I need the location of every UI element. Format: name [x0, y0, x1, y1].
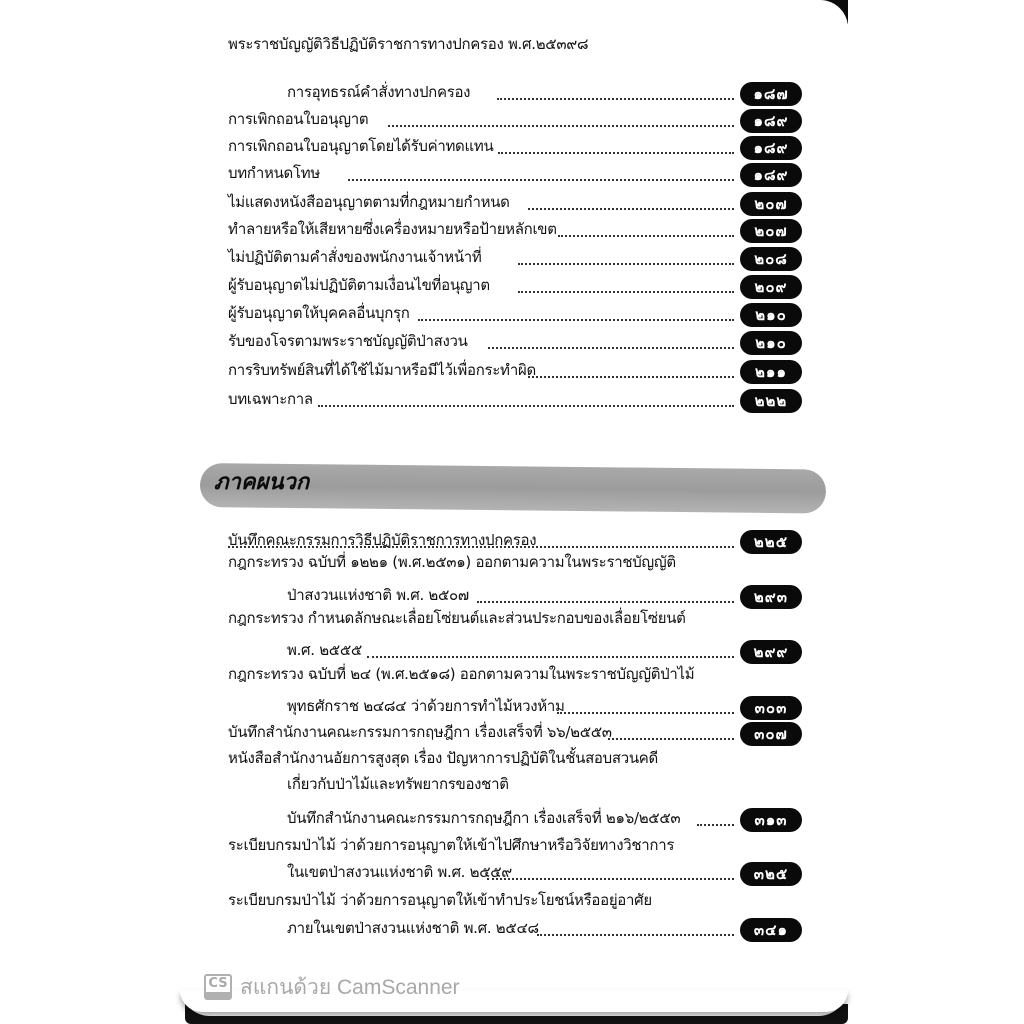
- toc-entry-title: ผู้รับอนุญาตให้บุคคลอื่นบุกรุก: [228, 304, 410, 322]
- toc-entry: [0, 835, 1024, 861]
- toc-entry: [0, 774, 1024, 800]
- toc-entry-title: พุทธศักราช ๒๔๘๔ ว่าด้วยการทำไม้หวงห้าม: [287, 697, 565, 715]
- toc-entry-title: บันทึกคณะกรรมการวิธีปฏิบัติราชการทางปกครอง: [228, 531, 537, 549]
- toc-entry-title: ไม่ปฏิบัติตามคำสั่งของพนักงานเจ้าหน้าที่: [228, 248, 482, 266]
- toc-entry: [0, 808, 1024, 834]
- toc-entry: [0, 192, 1024, 218]
- dot-leader: [518, 291, 734, 293]
- page-number-badge: ๒๑๐: [740, 303, 802, 327]
- dot-leader: [477, 601, 734, 603]
- toc-entry: [0, 389, 1024, 415]
- page-number-badge: ๒๙๙: [740, 640, 802, 664]
- toc-entry: [0, 696, 1024, 722]
- page-number-badge: ๒๙๓: [740, 585, 802, 609]
- toc-entry-title: บันทึกสำนักงานคณะกรรมการกฤษฎีกา เรื่องเสร็จที่ ๒๑๖/๒๕๕๓: [287, 809, 681, 827]
- toc-entry-title: บทเฉพาะกาล: [228, 390, 313, 408]
- toc-entry: [0, 552, 1024, 578]
- dot-leader: [557, 712, 734, 714]
- dot-leader: [388, 125, 734, 127]
- toc-entry-title: ผู้รับอนุญาตไม่ปฏิบัติตามเงื่อนไขที่อนุญาต: [228, 276, 490, 294]
- dot-leader: [697, 824, 734, 826]
- toc-entry-title: การอุทธรณ์คำสั่งทางปกครอง: [287, 83, 471, 101]
- dot-leader: [348, 179, 734, 181]
- toc-entry: [0, 918, 1024, 944]
- section-title: ภาคผนวก: [214, 470, 310, 495]
- toc-entry-title: ในเขตป่าสงวนแห่งชาติ พ.ศ. ๒๕๕๙: [287, 863, 512, 881]
- dot-leader: [418, 319, 734, 321]
- dot-leader: [228, 546, 734, 548]
- toc-entry: [0, 748, 1024, 774]
- toc-entry-title: กฎกระทรวง กำหนดลักษณะเลื่อยโซ่ยนต์และส่วนประกอบของเลื่อยโซ่ยนต์: [228, 609, 686, 627]
- toc-entry-title: บทกำหนดโทษ: [228, 164, 320, 182]
- toc-entry-title: พ.ศ. ๒๕๕๕: [287, 641, 362, 659]
- camscanner-icon: CS: [204, 974, 232, 1000]
- toc-entry-title: ภายในเขตป่าสงวนแห่งชาติ พ.ศ. ๒๕๔๘: [287, 919, 539, 937]
- toc-entry: [0, 275, 1024, 301]
- page-number-badge: ๒๒๒: [740, 389, 802, 413]
- toc-entry: [0, 722, 1024, 748]
- toc-entry-title: การเพิกถอนใบอนุญาต: [228, 110, 369, 128]
- dot-leader: [497, 98, 734, 100]
- page-number-badge: ๒๑๐: [740, 331, 802, 355]
- page-number-badge: ๑๘๗: [740, 82, 802, 106]
- toc-entry-title: ระเบียบกรมป่าไม้ ว่าด้วยการอนุญาตให้เข้าไปศึกษาหรือวิจัยทางวิชาการ: [228, 836, 675, 854]
- dot-leader: [558, 235, 734, 237]
- page-number-badge: ๓๐๗: [740, 722, 802, 746]
- toc-entry: [0, 163, 1024, 189]
- toc-entry-title: ไม่แสดงหนังสืออนุญาตตามที่กฎหมายกำหนด: [228, 193, 510, 211]
- toc-entry-title: ระเบียบกรมป่าไม้ ว่าด้วยการอนุญาตให้เข้าทำประโยชน์หรืออยู่อาศัย: [228, 891, 652, 909]
- dot-leader: [488, 347, 734, 349]
- page-number-badge: ๓๑๓: [740, 808, 802, 832]
- toc-entry-title: กฎกระทรวง ฉบับที่ ๑๒๒๑ (พ.ศ.๒๕๓๑) ออกตามความในพระราชบัญญัติ: [228, 553, 676, 571]
- toc-entry-title: การเพิกถอนใบอนุญาตโดยได้รับค่าทดแทน: [228, 137, 494, 155]
- page-number-badge: ๑๘๙: [740, 163, 802, 187]
- toc-entry: [0, 109, 1024, 135]
- toc-entry: [0, 303, 1024, 329]
- dot-leader: [498, 152, 734, 154]
- dot-leader: [537, 934, 734, 936]
- camscanner-watermark: [204, 972, 460, 1002]
- toc-entry: [0, 862, 1024, 888]
- toc-entry: [0, 640, 1024, 666]
- page-number-badge: ๒๐๘: [740, 247, 802, 271]
- page-number-badge: ๒๑๑: [740, 360, 802, 384]
- toc-entry-title: พระราชบัญญัติวิธีปฏิบัติราชการทางปกครอง พ.ศ.๒๕๓๙๘: [228, 35, 589, 53]
- toc-entry-title: ทำลายหรือให้เสียหายซึ่งเครื่องหมายหรือป้ายหลักเขต: [228, 220, 557, 238]
- page-number-badge: ๑๘๙: [740, 109, 802, 133]
- toc-entry: [0, 890, 1024, 916]
- toc-entry: [0, 82, 1024, 108]
- toc-entry: [0, 34, 1024, 60]
- dot-leader: [318, 405, 734, 407]
- page-number-badge: ๓๐๓: [740, 696, 802, 720]
- toc-entry-title: การริบทรัพย์สินที่ได้ใช้ไม้มาหรือมีไว้เพื่อกระทำผิด: [228, 361, 536, 379]
- toc-entry-title: รับของโจรตามพระราชบัญญัติป่าสงวน: [228, 332, 468, 350]
- dot-leader: [487, 878, 734, 880]
- toc-entry-title: ป่าสงวนแห่งชาติ พ.ศ. ๒๕๐๗: [287, 586, 469, 604]
- page-number-badge: ๒๒๕: [740, 530, 802, 554]
- toc-entry-title: หนังสือสำนักงานอัยการสูงสุด เรื่อง ปัญหาการปฏิบัติในชั้นสอบสวนคดี: [228, 749, 658, 767]
- dot-leader: [528, 376, 734, 378]
- page-number-badge: ๒๐๙: [740, 275, 802, 299]
- toc-entry-title: บันทึกสำนักงานคณะกรรมการกฤษฎีกา เรื่องเสร็จที่ ๖๖/๒๕๕๓: [228, 723, 612, 741]
- toc-entry: [0, 608, 1024, 634]
- toc-entry-title: เกี่ยวกับป่าไม้และทรัพยากรของชาติ: [287, 775, 509, 793]
- toc-entry: [0, 360, 1024, 386]
- dot-leader: [608, 738, 734, 740]
- toc-entry: [0, 247, 1024, 273]
- toc-entry: [0, 136, 1024, 162]
- toc-entry: [0, 331, 1024, 357]
- page-number-badge: ๑๘๙: [740, 136, 802, 160]
- dot-leader: [367, 656, 734, 658]
- page-number-badge: ๒๐๗: [740, 192, 802, 216]
- dot-leader: [518, 263, 734, 265]
- toc-entry: [0, 664, 1024, 690]
- page-number-badge: ๓๔๑: [740, 918, 802, 942]
- watermark-text: สแกนด้วย CamScanner: [240, 975, 460, 999]
- toc-entry-title: กฎกระทรวง ฉบับที่ ๒๔ (พ.ศ.๒๕๑๘) ออกตามความในพระราชบัญญัติป่าไม้: [228, 665, 695, 683]
- toc-entry: [0, 219, 1024, 245]
- page-number-badge: ๒๐๗: [740, 219, 802, 243]
- dot-leader: [528, 208, 734, 210]
- page-number-badge: ๓๒๕: [740, 862, 802, 886]
